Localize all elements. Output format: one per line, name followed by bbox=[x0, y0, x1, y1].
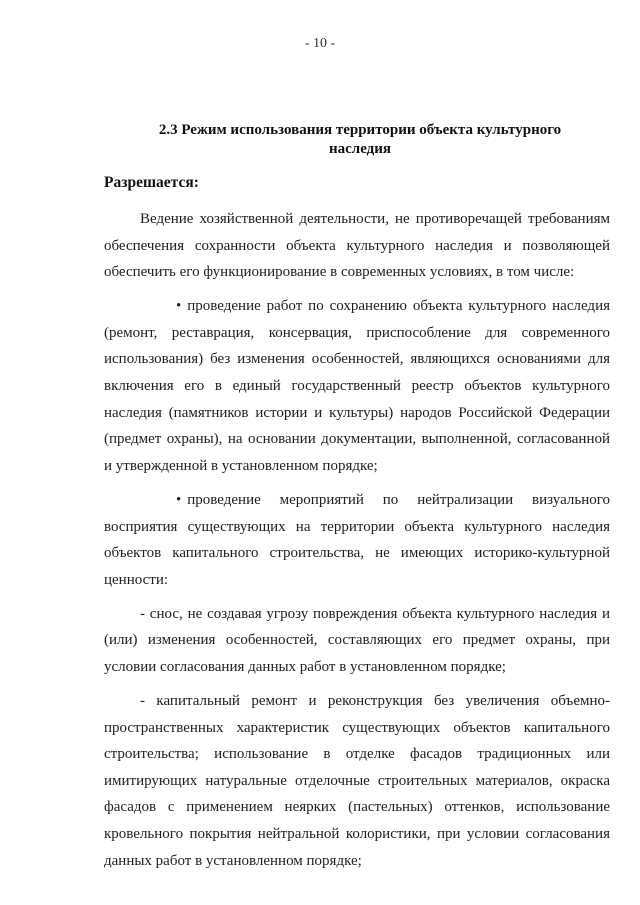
section-title: 2.3 Режим использования территории объекта культурного наследия bbox=[158, 122, 562, 157]
bullet-item-restoration bbox=[104, 293, 610, 479]
bullet-item-neutralization bbox=[104, 487, 610, 593]
allowed-heading: Разрешается: bbox=[104, 174, 199, 191]
bullet-text: проведение мероприятий по нейтрализации визуального восприятия существующих на территории объекта культурного наследия объектов капитального строительства, не имеющих историко-культурной ценности: bbox=[104, 491, 610, 588]
dash-item-renovation: - капитальный ремонт и реконструкция без увеличения объемно-пространственных характеристик существующих объектов капитального строительства; использование в отделке фасадов традиционных или имитирующих натуральные отделочные строительных материалов, окраска фасадов с применением неярких (пастельных) оттенков, использование кровельного покрытия нейтральной колористики, при условии согласования данных работ в установленном порядке; bbox=[104, 693, 610, 869]
page-number: - 10 - bbox=[304, 36, 336, 51]
bullet-text: проведение работ по сохранению объекта культурного наследия (ремонт, реставрация, консервация, приспособление для современного использования) без изменения особенностей, являющихся основаниями для включения его в единый государственный реестр объектов культурного наследия (памятников истории и культуры) народов Российской Федерации (предмет охраны), на основании документации, выполненной, согласованной и утвержденной в установленном порядке; bbox=[104, 298, 610, 474]
dash-item-demolition: - снос, не создавая угрозу повреждения объекта культурного наследия и (или) изменения особенностей, составляющих его предмет охраны, при условии согласования данных работ в установленном порядке; bbox=[104, 605, 610, 675]
bullet-icon: • bbox=[176, 298, 182, 315]
document-body bbox=[104, 206, 610, 882]
bullet-icon: • bbox=[176, 491, 182, 508]
intro-paragraph: Ведение хозяйственной деятельности, не противоречащей требованиям обеспечения сохранности объекта культурного наследия и позволяющей обеспечить его функционирование в современных условиях, в том числе: bbox=[104, 211, 610, 281]
